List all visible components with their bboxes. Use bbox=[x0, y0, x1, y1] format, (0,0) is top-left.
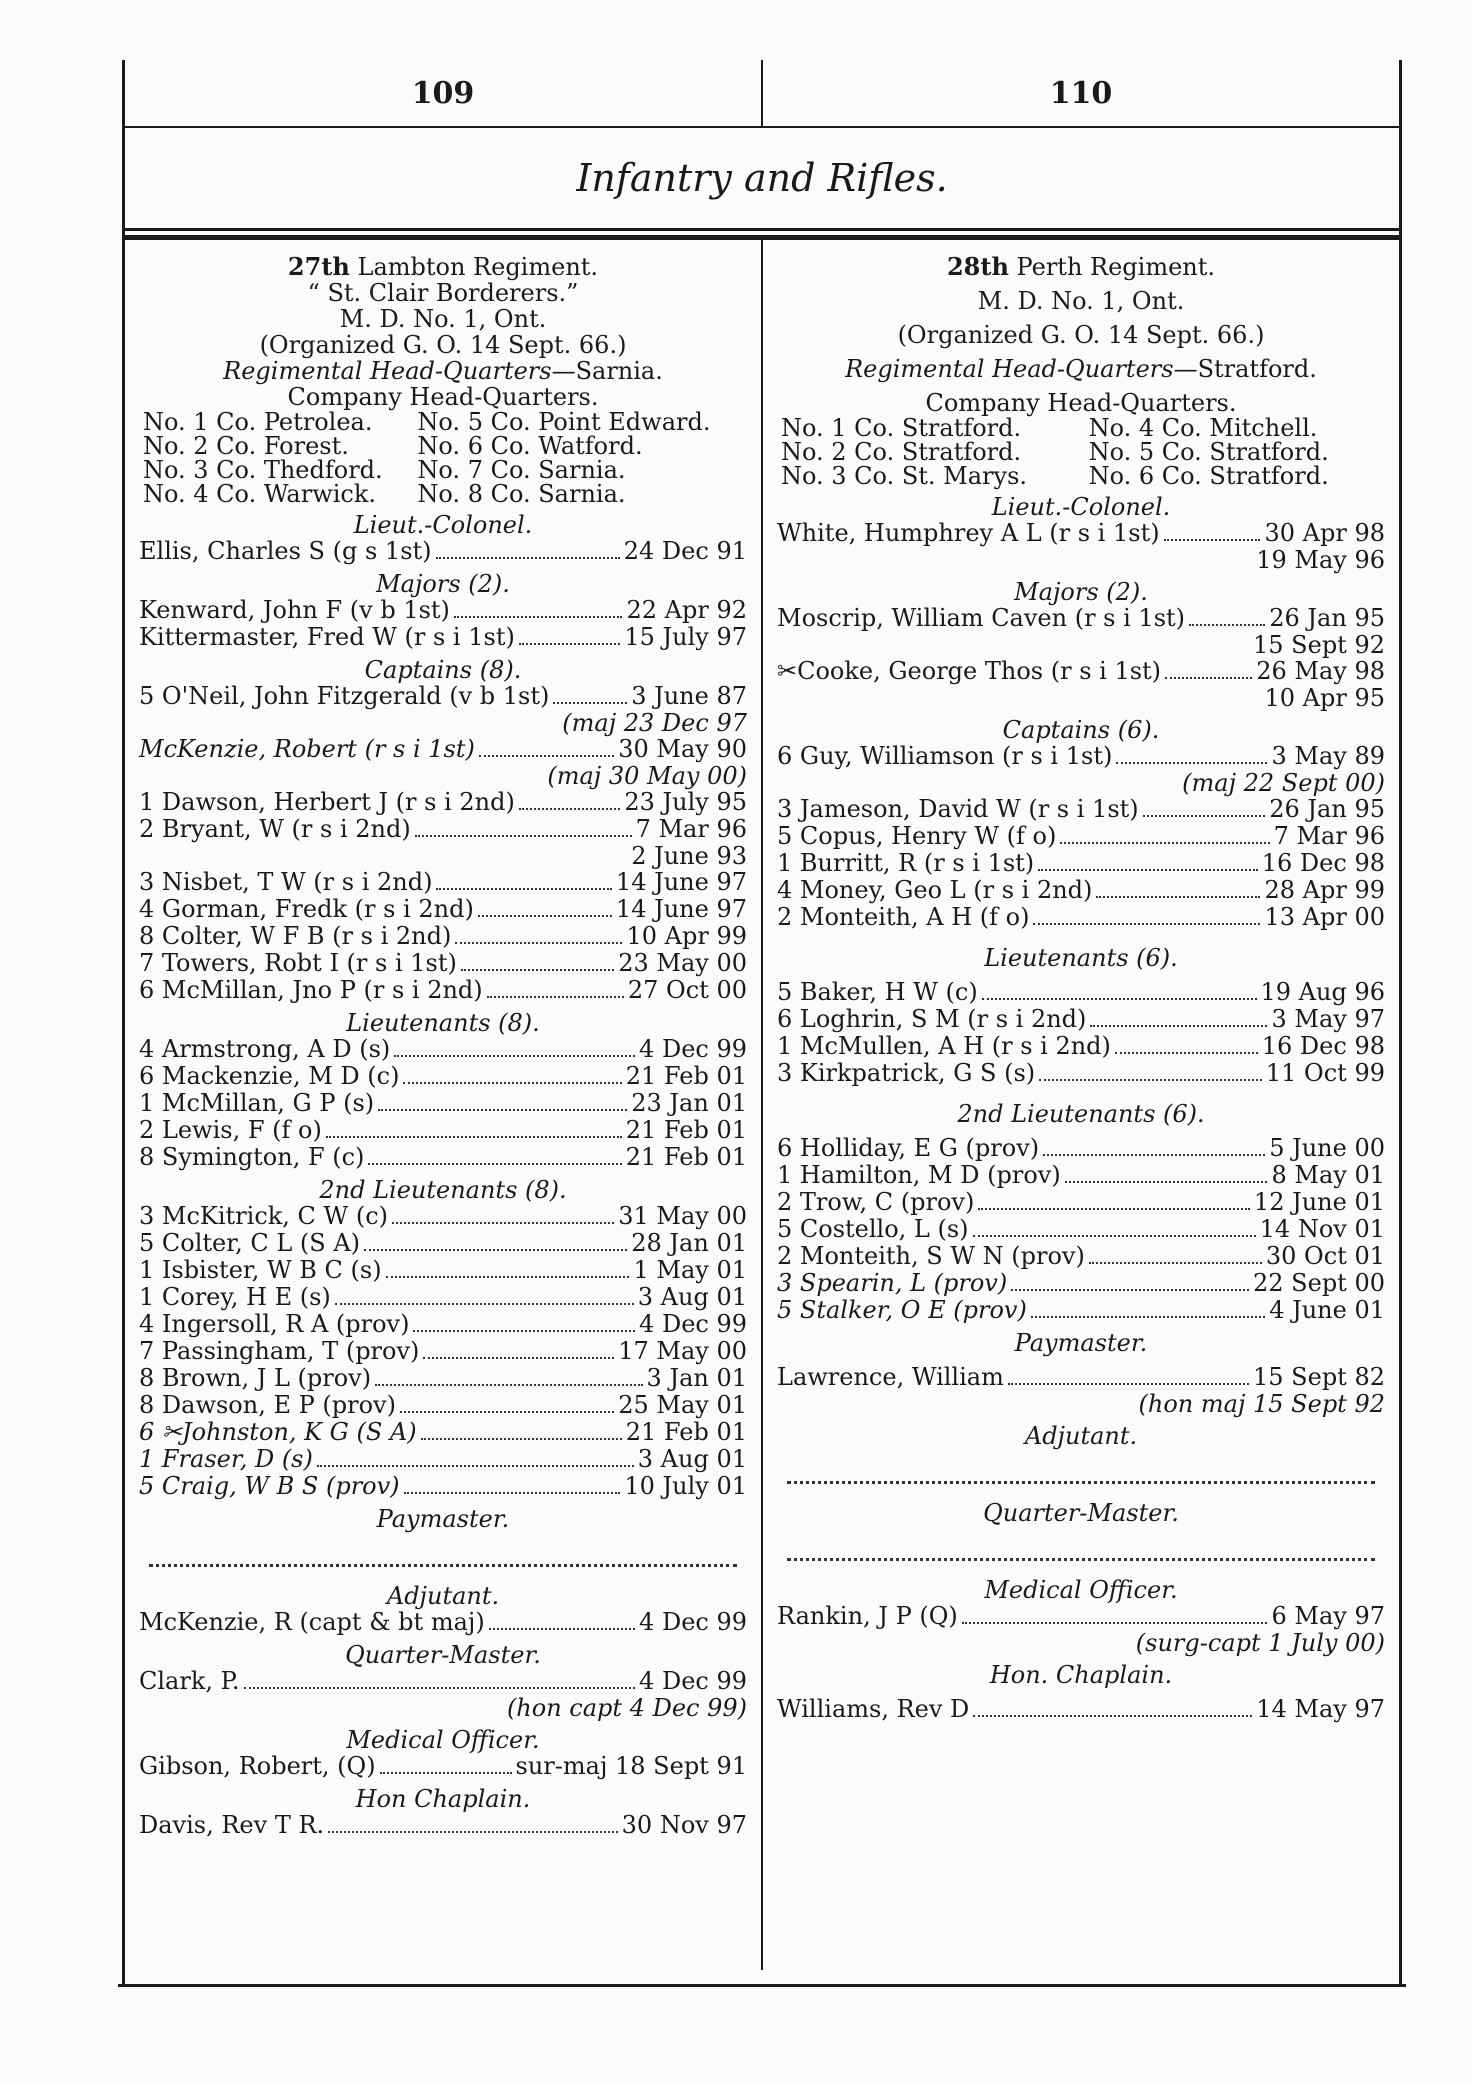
entry-date: 30 Nov 97 bbox=[621, 1811, 747, 1839]
entry-name: 4 Armstrong, A D (s) bbox=[139, 1035, 391, 1063]
list-item bbox=[139, 1090, 747, 1117]
entry-date: 22 Sept 00 bbox=[1253, 1269, 1385, 1297]
entry-date: 23 Jan 01 bbox=[631, 1089, 747, 1117]
table-cell: No. 5 Co. Point Edward. bbox=[417, 408, 711, 436]
list-item bbox=[139, 624, 747, 651]
list-item bbox=[777, 1006, 1385, 1033]
entry-date: 14 May 97 bbox=[1256, 1695, 1385, 1723]
entry-date: 10 July 01 bbox=[624, 1472, 747, 1500]
regiment-number: 28th bbox=[946, 252, 1009, 281]
entry-name: 3 Jameson, David W (r s i 1st) bbox=[777, 795, 1139, 823]
entry-date: 26 Jan 95 bbox=[1269, 604, 1385, 632]
list-item bbox=[139, 538, 747, 565]
paymaster-heading: Paymaster. bbox=[376, 1505, 510, 1533]
organized-note: (Organized G. O. 14 Sept. 66.) bbox=[259, 331, 627, 359]
page-number-bar bbox=[125, 60, 1399, 128]
table-cell: No. 2 Co. Stratford. bbox=[781, 438, 1022, 466]
list-item bbox=[139, 1668, 747, 1695]
lieut-colonel-heading: Lieut.-Colonel. bbox=[991, 493, 1171, 521]
entry-date: 13 Apr 00 bbox=[1264, 903, 1385, 931]
entry-name: 3 Kirkpatrick, G S (s) bbox=[777, 1059, 1036, 1087]
entry-name: 1 Burritt, R (r s i 1st) bbox=[777, 849, 1035, 877]
table-row bbox=[139, 458, 747, 482]
entry-name: 3 McKitrick, C W (c) bbox=[139, 1202, 389, 1230]
table-row bbox=[139, 410, 747, 434]
table-cell: No. 2 Co. Forest. bbox=[143, 432, 349, 460]
list-item bbox=[139, 1230, 747, 1257]
list-item bbox=[139, 789, 747, 816]
list-item bbox=[139, 869, 747, 896]
entry-date: 26 May 98 bbox=[1256, 657, 1385, 685]
entry-date: 3 Jan 01 bbox=[646, 1364, 747, 1392]
table-cell: No. 1 Co. Stratford. bbox=[781, 414, 1022, 442]
entry-subnote: (surg-capt 1 July 00) bbox=[1135, 1629, 1385, 1657]
entry-date: 3 May 89 bbox=[1271, 742, 1385, 770]
list-item bbox=[139, 1063, 747, 1090]
entry-date: 23 July 95 bbox=[624, 788, 747, 816]
list-item bbox=[139, 1419, 747, 1446]
entry-name: 4 Money, Geo L (r s i 2nd) bbox=[777, 876, 1093, 904]
entry-date: 16 Dec 98 bbox=[1261, 1032, 1385, 1060]
table-cell: No. 6 Co. Stratford. bbox=[1088, 462, 1329, 490]
table-cell: No. 5 Co. Stratford. bbox=[1088, 438, 1329, 466]
vacant-dotted-line bbox=[149, 1546, 737, 1567]
entry-name: 2 Monteith, S W N (prov) bbox=[777, 1242, 1085, 1270]
entry-name: Ellis, Charles S (g s 1st) bbox=[139, 537, 432, 565]
list-item bbox=[777, 850, 1385, 877]
captains-heading: Captains (8). bbox=[364, 656, 522, 684]
entry-date: 3 Aug 01 bbox=[637, 1283, 747, 1311]
list-item bbox=[777, 1297, 1385, 1324]
quartermaster-heading: Quarter-Master. bbox=[983, 1499, 1179, 1527]
column-28th-perth bbox=[763, 240, 1399, 1970]
military-district: M. D. No. 1, Ont. bbox=[977, 287, 1185, 315]
list-item bbox=[777, 605, 1385, 632]
entry-name: 5 Copus, Henry W (f o) bbox=[777, 822, 1057, 850]
list-item bbox=[139, 1446, 747, 1473]
entry-subnote: (hon capt 4 Dec 99) bbox=[506, 1694, 747, 1722]
regiment-name: Lambton Regiment. bbox=[357, 253, 599, 281]
list-item bbox=[139, 1392, 747, 1419]
list-item bbox=[139, 1753, 747, 1780]
table-cell: No. 7 Co. Sarnia. bbox=[417, 456, 626, 484]
list-item bbox=[139, 1144, 747, 1171]
entry-name: 1 McMullen, A H (r s i 2nd) bbox=[777, 1032, 1111, 1060]
table-cell: No. 8 Co. Sarnia. bbox=[417, 480, 626, 508]
list-item bbox=[139, 950, 747, 977]
list-item bbox=[139, 1473, 747, 1500]
entry-name: 5 O'Neil, John Fitzgerald (v b 1st) bbox=[139, 682, 550, 710]
entry-date: 24 Dec 91 bbox=[623, 537, 747, 565]
regimental-hq-place: —Stratford. bbox=[1173, 355, 1317, 383]
table-cell: No. 4 Co. Mitchell. bbox=[1088, 414, 1318, 442]
list-item bbox=[777, 1603, 1385, 1630]
regiment-name: Perth Regiment. bbox=[1016, 253, 1216, 281]
list-item bbox=[777, 904, 1385, 931]
entry-date: 21 Feb 01 bbox=[625, 1062, 747, 1090]
entry-name: 5 Baker, H W (c) bbox=[777, 978, 978, 1006]
entry-date: 12 June 01 bbox=[1253, 1188, 1385, 1216]
paymaster-heading: Paymaster. bbox=[1014, 1329, 1148, 1357]
entry-name: 1 Corey, H E (s) bbox=[139, 1283, 331, 1311]
entry-date: 4 Dec 99 bbox=[639, 1608, 747, 1636]
entry-date: 19 Aug 96 bbox=[1260, 978, 1385, 1006]
lieutenants-heading: Lieutenants (6). bbox=[984, 944, 1178, 972]
entry-date: 22 Apr 92 bbox=[626, 596, 747, 624]
entry-name: 8 Symington, F (c) bbox=[139, 1143, 365, 1171]
regimental-hq-place: —Sarnia. bbox=[551, 357, 663, 385]
entry-subnote: 2 June 93 bbox=[631, 842, 747, 870]
entry-subnote: (hon maj 15 Sept 92 bbox=[1138, 1390, 1385, 1418]
table-row bbox=[139, 434, 747, 458]
captains-heading: Captains (6). bbox=[1002, 716, 1160, 744]
entry-name: Davis, Rev T R. bbox=[139, 1811, 325, 1839]
medical-officer-heading: Medical Officer. bbox=[346, 1726, 540, 1754]
list-item bbox=[777, 1696, 1385, 1723]
company-hq-heading: Company Head-Quarters. bbox=[287, 383, 599, 411]
entry-name: 1 McMillan, G P (s) bbox=[139, 1089, 375, 1117]
regimental-hq-label: Regimental Head-Quarters bbox=[845, 355, 1174, 383]
table-row bbox=[777, 464, 1385, 488]
entry-name: 5 Costello, L (s) bbox=[777, 1215, 969, 1243]
entry-name: 5 Stalker, O E (prov) bbox=[777, 1296, 1027, 1324]
entry-name: 1 Dawson, Herbert J (r s i 2nd) bbox=[139, 788, 515, 816]
entry-date: 27 Oct 00 bbox=[627, 976, 747, 1004]
bottom-rule bbox=[118, 1984, 1406, 1987]
entry-name: 5 Craig, W B S (prov) bbox=[139, 1472, 400, 1500]
company-hq-heading: Company Head-Quarters. bbox=[925, 389, 1237, 417]
entry-date: 3 June 87 bbox=[631, 682, 747, 710]
entry-name: Lawrence, William bbox=[777, 1363, 1004, 1391]
regiment-heading bbox=[777, 254, 1385, 280]
entry-name: 2 Monteith, A H (f o) bbox=[777, 903, 1030, 931]
list-item bbox=[777, 1135, 1385, 1162]
table-row bbox=[777, 440, 1385, 464]
list-item bbox=[139, 1117, 747, 1144]
entry-date: 14 June 97 bbox=[615, 868, 747, 896]
entry-date: 14 June 97 bbox=[615, 895, 747, 923]
adjutant-heading: Adjutant. bbox=[1024, 1422, 1138, 1450]
chaplain-heading: Hon. Chaplain. bbox=[989, 1661, 1173, 1689]
entry-name: 6 Holliday, E G (prov) bbox=[777, 1134, 1040, 1162]
entry-name: White, Humphrey A L (r s i 1st) bbox=[777, 519, 1160, 547]
list-item bbox=[777, 1216, 1385, 1243]
entry-date: 7 Mar 96 bbox=[1273, 822, 1385, 850]
page-sheet bbox=[122, 60, 1402, 1984]
page-number-right: 110 bbox=[1049, 75, 1113, 111]
page-number-left: 109 bbox=[125, 60, 763, 126]
entry-date: 7 Mar 96 bbox=[635, 815, 747, 843]
list-item bbox=[139, 597, 747, 624]
list-item bbox=[777, 1033, 1385, 1060]
table-cell: No. 3 Co. St. Marys. bbox=[781, 462, 1028, 490]
list-item bbox=[139, 1036, 747, 1063]
regimental-hq bbox=[777, 356, 1385, 382]
lieut-colonel-heading: Lieut.-Colonel. bbox=[353, 511, 533, 539]
entry-date: 26 Jan 95 bbox=[1269, 795, 1385, 823]
adjutant-heading: Adjutant. bbox=[386, 1582, 500, 1610]
entry-date: 4 June 01 bbox=[1269, 1296, 1385, 1324]
entry-name: McKenzie, R (capt & bt maj) bbox=[139, 1608, 485, 1636]
list-item bbox=[139, 1338, 747, 1365]
entry-name: Gibson, Robert, (Q) bbox=[139, 1752, 376, 1780]
regiment-nickname: “ St. Clair Borderers.” bbox=[307, 279, 579, 307]
majors-heading: Majors (2). bbox=[376, 570, 510, 598]
chaplain-heading: Hon Chaplain. bbox=[355, 1785, 531, 1813]
entry-date: 4 Dec 99 bbox=[639, 1667, 747, 1695]
list-item bbox=[777, 823, 1385, 850]
entry-name: 8 Brown, J L (prov) bbox=[139, 1364, 372, 1392]
entry-subnote: (maj 23 Dec 97 bbox=[562, 709, 747, 737]
list-item bbox=[777, 1243, 1385, 1270]
entry-date: 23 May 00 bbox=[618, 949, 747, 977]
entry-name: 1 Hamilton, M D (prov) bbox=[777, 1161, 1061, 1189]
table-cell: No. 3 Co. Thedford. bbox=[143, 456, 383, 484]
second-lieutenants-heading: 2nd Lieutenants (6). bbox=[957, 1100, 1205, 1128]
military-district: M. D. No. 1, Ont. bbox=[339, 305, 547, 333]
table-cell: No. 4 Co. Warwick. bbox=[143, 480, 377, 508]
second-lieutenants-heading: 2nd Lieutenants (8). bbox=[319, 1176, 567, 1204]
regimental-hq-label: Regimental Head-Quarters bbox=[223, 357, 552, 385]
table-row bbox=[139, 482, 747, 506]
entry-name: McKenzie, Robert (r s i 1st) bbox=[139, 735, 475, 763]
list-item bbox=[139, 683, 747, 710]
entry-name: 6 McMillan, Jno P (r s i 2nd) bbox=[139, 976, 483, 1004]
entry-date: 14 Nov 01 bbox=[1259, 1215, 1385, 1243]
entry-date: 5 June 00 bbox=[1269, 1134, 1385, 1162]
table-cell: No. 6 Co. Watford. bbox=[417, 432, 643, 460]
double-rule bbox=[125, 228, 1399, 240]
list-item bbox=[139, 977, 747, 1004]
entry-date: 15 Sept 82 bbox=[1253, 1363, 1385, 1391]
list-item bbox=[777, 1189, 1385, 1216]
entry-name: 5 Colter, C L (S A) bbox=[139, 1229, 361, 1257]
company-hq-table bbox=[139, 410, 747, 506]
entry-date: 8 May 01 bbox=[1271, 1161, 1385, 1189]
list-item bbox=[777, 877, 1385, 904]
list-item bbox=[139, 1812, 747, 1839]
list-item bbox=[777, 796, 1385, 823]
entry-date: 17 May 00 bbox=[618, 1337, 747, 1365]
company-hq-table bbox=[777, 416, 1385, 488]
entry-date: 3 May 97 bbox=[1271, 1005, 1385, 1033]
entry-name: 6 Guy, Williamson (r s i 1st) bbox=[777, 742, 1113, 770]
entry-name: 7 Towers, Robt I (r s i 1st) bbox=[139, 949, 457, 977]
entry-date: 1 May 01 bbox=[633, 1256, 747, 1284]
vacant-dotted-line bbox=[787, 1463, 1375, 1484]
entry-name: 1 Fraser, D (s) bbox=[139, 1445, 313, 1473]
entry-date: 3 Aug 01 bbox=[637, 1445, 747, 1473]
entry-date: 6 May 97 bbox=[1271, 1602, 1385, 1630]
list-item bbox=[777, 743, 1385, 770]
entry-date: 21 Feb 01 bbox=[625, 1143, 747, 1171]
entry-name: 2 Bryant, W (r s i 2nd) bbox=[139, 815, 411, 843]
entry-date: 30 Apr 98 bbox=[1264, 519, 1385, 547]
entry-date: 28 Jan 01 bbox=[631, 1229, 747, 1257]
list-item bbox=[139, 1257, 747, 1284]
vacant-dotted-line bbox=[787, 1540, 1375, 1561]
entry-name: 3 Spearin, L (prov) bbox=[777, 1269, 1008, 1297]
entry-date: 28 Apr 99 bbox=[1264, 876, 1385, 904]
list-item bbox=[777, 520, 1385, 547]
entry-date: 30 Oct 01 bbox=[1265, 1242, 1385, 1270]
entry-date: 10 Apr 99 bbox=[626, 922, 747, 950]
entry-name: 2 Trow, C (prov) bbox=[777, 1188, 975, 1216]
entry-date: sur-maj 18 Sept 91 bbox=[515, 1752, 747, 1780]
list-item bbox=[777, 1364, 1385, 1391]
list-item bbox=[139, 1203, 747, 1230]
entry-date: 4 Dec 99 bbox=[639, 1310, 747, 1338]
quartermaster-heading: Quarter-Master. bbox=[345, 1641, 541, 1669]
entry-name: 2 Lewis, F (f o) bbox=[139, 1116, 322, 1144]
organized-note: (Organized G. O. 14 Sept. 66.) bbox=[897, 321, 1265, 349]
table-row bbox=[777, 416, 1385, 440]
entry-subnote: 19 May 96 bbox=[1256, 546, 1385, 574]
entry-name: 7 Passingham, T (prov) bbox=[139, 1337, 420, 1365]
entry-date: 31 May 00 bbox=[618, 1202, 747, 1230]
entry-date: 11 Oct 99 bbox=[1265, 1059, 1385, 1087]
majors-heading: Majors (2). bbox=[1014, 578, 1148, 606]
list-item bbox=[139, 896, 747, 923]
entry-date: 21 Feb 01 bbox=[625, 1116, 747, 1144]
entry-name: 6 Mackenzie, M D (c) bbox=[139, 1062, 400, 1090]
entry-name: 4 Gorman, Fredk (r s i 2nd) bbox=[139, 895, 474, 923]
entry-name: Moscrip, William Caven (r s i 1st) bbox=[777, 604, 1186, 632]
entry-name: Rankin, J P (Q) bbox=[777, 1602, 958, 1630]
entry-date: 4 Dec 99 bbox=[639, 1035, 747, 1063]
entry-name: Kittermaster, Fred W (r s i 1st) bbox=[139, 623, 515, 651]
entry-subnote: (maj 22 Sept 00) bbox=[1182, 769, 1385, 797]
entry-name: 3 Nisbet, T W (r s i 2nd) bbox=[139, 868, 433, 896]
regiment-number: 27th bbox=[287, 252, 350, 281]
list-item bbox=[139, 923, 747, 950]
list-item bbox=[139, 1609, 747, 1636]
entry-subnote: 15 Sept 92 bbox=[1253, 631, 1385, 659]
list-item bbox=[139, 1284, 747, 1311]
entry-name: 4 Ingersoll, R A (prov) bbox=[139, 1310, 410, 1338]
table-cell: No. 1 Co. Petrolea. bbox=[143, 408, 373, 436]
entry-name: 8 Dawson, E P (prov) bbox=[139, 1391, 396, 1419]
entry-subnote: 10 Apr 95 bbox=[1264, 684, 1385, 712]
entry-name: 1 Isbister, W B C (s) bbox=[139, 1256, 382, 1284]
entry-date: 21 Feb 01 bbox=[625, 1418, 747, 1446]
columns bbox=[125, 240, 1399, 1970]
entry-name: 6 Loghrin, S M (r s i 2nd) bbox=[777, 1005, 1087, 1033]
medical-officer-heading: Medical Officer. bbox=[984, 1576, 1178, 1604]
entry-date: 25 May 01 bbox=[618, 1391, 747, 1419]
entry-name: Kenward, John F (v b 1st) bbox=[139, 596, 450, 624]
section-title: Infantry and Rifles. bbox=[576, 156, 948, 200]
entry-subnote: (maj 30 May 00) bbox=[547, 762, 747, 790]
list-item bbox=[777, 979, 1385, 1006]
list-item bbox=[139, 1311, 747, 1338]
entry-name: Williams, Rev D bbox=[777, 1695, 970, 1723]
list-item bbox=[139, 1365, 747, 1392]
entry-date: 30 May 90 bbox=[618, 735, 747, 763]
list-item bbox=[139, 816, 747, 843]
list-item bbox=[777, 1060, 1385, 1087]
list-item bbox=[777, 658, 1385, 685]
list-item bbox=[139, 736, 747, 763]
list-item bbox=[777, 1270, 1385, 1297]
entry-name: 6 ✂Johnston, K G (S A) bbox=[139, 1418, 417, 1446]
column-27th-lambton bbox=[125, 240, 763, 1970]
entry-name: ✂Cooke, George Thos (r s i 1st) bbox=[777, 657, 1162, 685]
entry-date: 16 Dec 98 bbox=[1261, 849, 1385, 877]
regiment-heading bbox=[139, 254, 747, 280]
lieutenants-heading: Lieutenants (8). bbox=[346, 1009, 540, 1037]
list-item bbox=[777, 1162, 1385, 1189]
entry-name: 8 Colter, W F B (r s i 2nd) bbox=[139, 922, 452, 950]
regimental-hq bbox=[139, 358, 747, 384]
entry-date: 15 July 97 bbox=[624, 623, 747, 651]
entry-name: Clark, P. bbox=[139, 1667, 240, 1695]
